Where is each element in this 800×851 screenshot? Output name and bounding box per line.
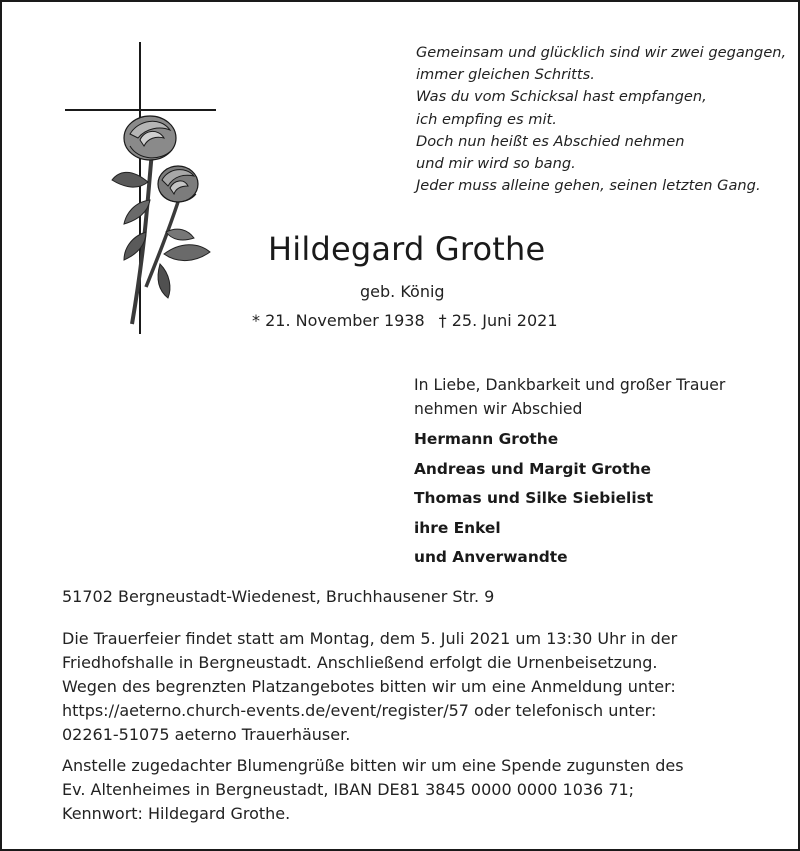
donation-info-line: Ev. Altenheimes in Bergneustadt, IBAN DE81 3845 0000 0000 1036 71; xyxy=(62,780,635,799)
donation-info xyxy=(62,754,762,826)
mourners-intro-line: nehmen wir Abschied xyxy=(414,400,583,418)
funeral-info-line: Friedhofshalle in Bergneustadt. Anschließend erfolgt die Urnenbeisetzung. xyxy=(62,653,658,672)
mourner-name: ihre Enkel xyxy=(414,518,501,537)
cross-with-roses-icon xyxy=(60,42,220,337)
life-dates xyxy=(252,311,558,330)
poem-line: ich empfing es mit. xyxy=(416,110,557,128)
mourners-intro-line: In Liebe, Dankbarkeit und großer Trauer xyxy=(414,376,726,394)
mourner-name: Hermann Grothe xyxy=(414,430,559,448)
funeral-info xyxy=(62,627,762,747)
mourners-section xyxy=(414,373,784,573)
poem-line: Doch nun heißt es Abschied nehmen xyxy=(416,132,685,150)
deceased-name: Hildegard Grothe xyxy=(268,230,546,268)
mourner-name: Andreas und Margit Grothe xyxy=(414,459,651,478)
death-date: † 25. Juni 2021 xyxy=(438,311,558,330)
donation-info-line: Anstelle zugedachter Blumengrüße bitten wir um eine Spende zugunsten des xyxy=(62,756,684,775)
poem-line: immer gleichen Schritts. xyxy=(416,66,595,84)
funeral-info-line: Die Trauerfeier findet statt am Montag, dem 5. Juli 2021 um 13:30 Uhr in der xyxy=(62,629,678,648)
mourner-name: und Anverwandte xyxy=(414,548,568,566)
funeral-info-line: Wegen des begrenzten Platzangebotes bitten wir um eine Anmeldung unter: xyxy=(62,677,676,696)
funeral-info-line: 02261-51075 aeterno Trauerhäuser. xyxy=(62,725,351,744)
poem-line: Was du vom Schicksal hast empfangen, xyxy=(416,88,707,106)
maiden-name: geb. König xyxy=(360,282,445,301)
poem-line: Gemeinsam und glücklich sind wir zwei gegangen, xyxy=(416,44,787,61)
mourner-name: Thomas und Silke Siebielist xyxy=(414,489,654,507)
poem-line: Jeder muss alleine gehen, seinen letzten Gang. xyxy=(416,177,761,195)
poem xyxy=(416,42,787,197)
poem-line: und mir wird so bang. xyxy=(416,155,576,173)
family-address: 51702 Bergneustadt-Wiedenest, Bruchhausener Str. 9 xyxy=(62,587,495,606)
funeral-info-line: https://aeterno.church-events.de/event/register/57 oder telefonisch unter: xyxy=(62,701,657,720)
donation-info-line: Kennwort: Hildegard Grothe. xyxy=(62,804,291,823)
birth-date: * 21. November 1938 xyxy=(252,311,425,330)
